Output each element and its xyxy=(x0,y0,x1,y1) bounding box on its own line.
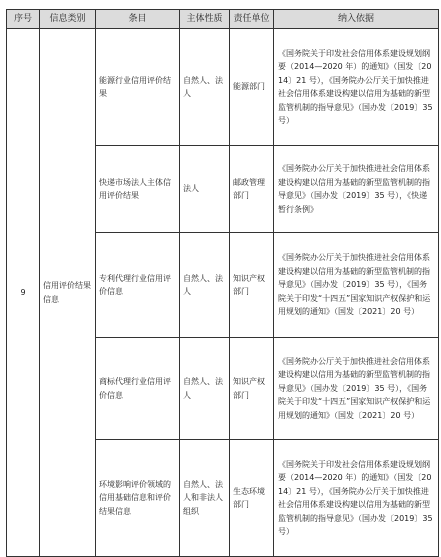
row-unit: 能源部门 xyxy=(230,29,274,146)
row-unit: 知识产权部门 xyxy=(230,233,274,338)
header-category: 信息类别 xyxy=(40,10,96,29)
row-item: 环境影响评价领域的信用基础信息和评价结果信息 xyxy=(96,440,180,557)
row-subject: 自然人、法人 xyxy=(180,233,230,338)
row-item: 商标代理行业信用评价信息 xyxy=(96,338,180,440)
row-basis: 《国务院办公厅关于加快推进社会信用体系建设构建以信用为基础的新型监管机制的指导意见》（国办发〔2019〕35 号），《快递暂行条例》 xyxy=(274,146,439,233)
group-number: 9 xyxy=(7,29,40,557)
row-item: 快递市场法人主体信用评价结果 xyxy=(96,146,180,233)
table-header-row xyxy=(7,10,439,29)
row-unit: 邮政管理部门 xyxy=(230,146,274,233)
header-basis: 纳入依据 xyxy=(274,10,439,29)
header-no: 序号 xyxy=(7,10,40,29)
row-basis: 《国务院办公厅关于加快推进社会信用体系建设构建以信用为基础的新型监管机制的指导意见》（国办发〔2019〕35 号），《国务院关于印发“十四五”国家知识产权保护和运用规划的通知》（国发〔2021〕20 号） xyxy=(274,338,439,440)
row-subject: 法人 xyxy=(180,146,230,233)
group-category: 信用评价结果信息 xyxy=(40,29,96,557)
row-basis: 《国务院关于印发社会信用体系建设规划纲要（2014—2020 年）的通知》（国发〔2014〕21 号），《国务院办公厅关于加快推进社会信用体系建设构建以信用为基础的新型监管机制的指导意见》（国办发〔2019〕35 号） xyxy=(274,440,439,557)
row-unit: 生态环境部门 xyxy=(230,440,274,557)
row-subject: 自然人、法人 xyxy=(180,29,230,146)
header-item: 条目 xyxy=(96,10,180,29)
row-basis: 《国务院关于印发社会信用体系建设规划纲要（2014—2020 年）的通知》（国发〔2014〕21 号），《国务院办公厅关于加快推进社会信用体系建设构建以信用为基础的新型监管机制的指导意见》（国办发〔2019〕35 号） xyxy=(274,29,439,146)
row-item: 能源行业信用评价结果 xyxy=(96,29,180,146)
row-subject: 自然人、法人 xyxy=(180,338,230,440)
row-subject: 自然人、法人和非法人组织 xyxy=(180,440,230,557)
header-subject: 主体性质 xyxy=(180,10,230,29)
row-unit: 知识产权部门 xyxy=(230,338,274,440)
credit-info-table xyxy=(6,9,439,557)
table-row xyxy=(7,29,439,146)
header-unit: 责任单位 xyxy=(230,10,274,29)
row-basis: 《国务院办公厅关于加快推进社会信用体系建设构建以信用为基础的新型监管机制的指导意见》（国办发〔2019〕35 号），《国务院关于印发“十四五”国家知识产权保护和运用规划的通知》（国发〔2021〕20 号） xyxy=(274,233,439,338)
row-item: 专利代理行业信用评价信息 xyxy=(96,233,180,338)
